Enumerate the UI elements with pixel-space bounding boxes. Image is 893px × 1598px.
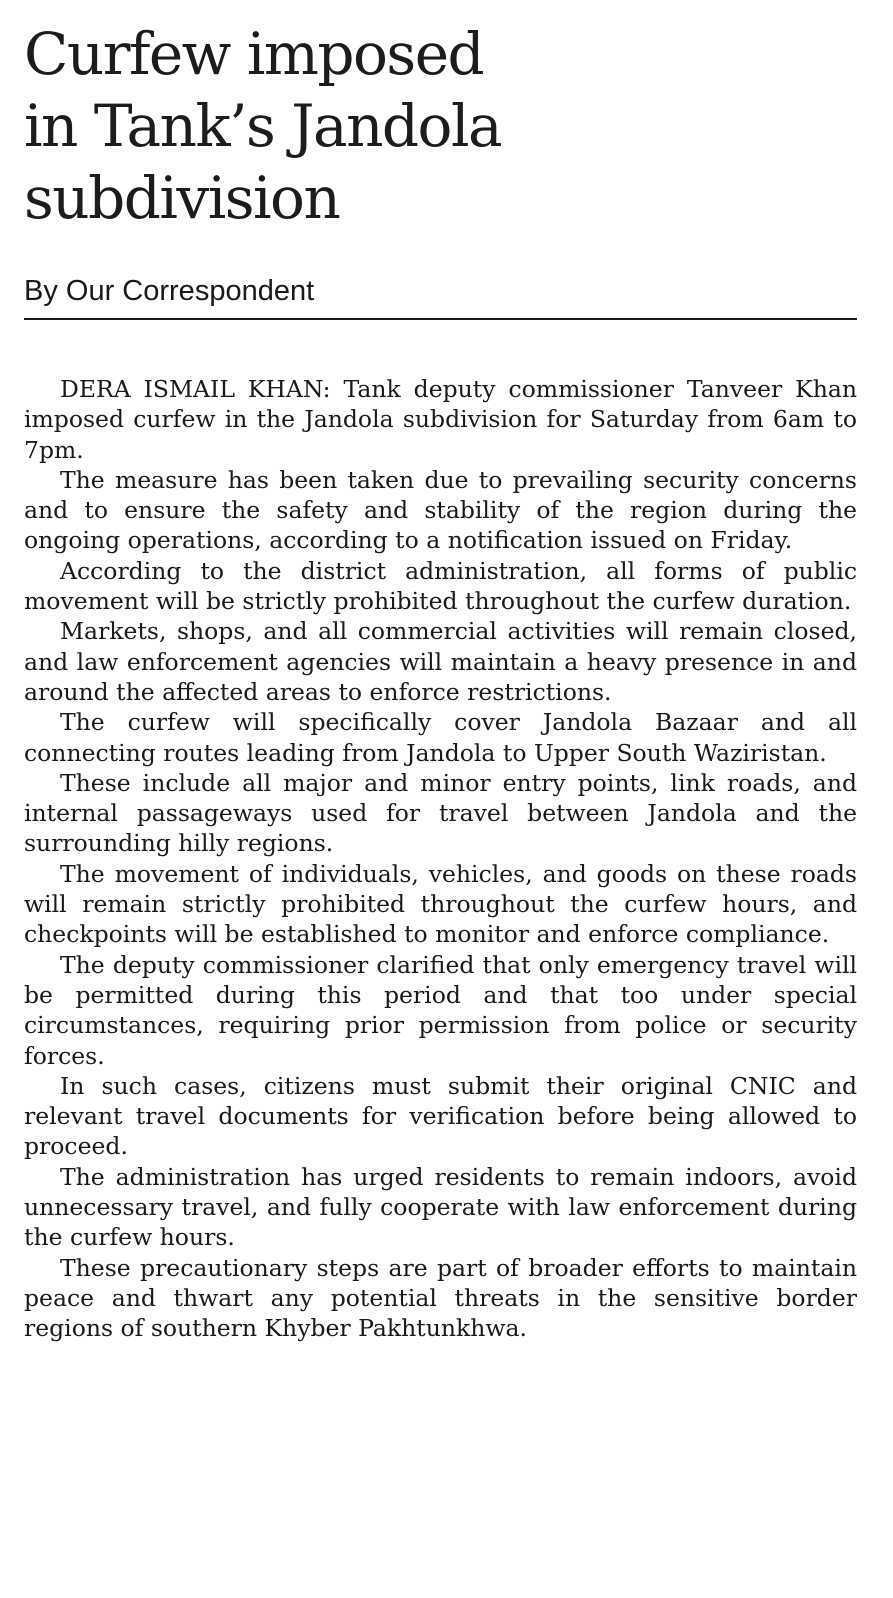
article-paragraph: The administration has urged residents to remain indoors, avoid unnecessary travel, and fully cooperate with law enforcement during the curfew hours. <box>24 1162 857 1252</box>
article-paragraph: Markets, shops, and all commercial activities will remain closed, and law enforcement agencies will maintain a heavy presence in and around the affected areas to enforce restrictions. <box>24 617 857 706</box>
headline-line: subdivision <box>24 164 340 232</box>
headline-line: in Tank’s Jandola <box>24 92 502 160</box>
article-paragraph: According to the district administration, all forms of public movement will be strictly prohibited throughout the curfew duration. <box>24 556 857 616</box>
article-paragraph: DERA ISMAIL KHAN: Tank deputy commissioner Tanveer Khan imposed curfew in the Jandola subdivision for Saturday from 6am to 7pm. <box>24 375 857 464</box>
headline <box>24 18 857 234</box>
article-body <box>24 374 857 1344</box>
article-paragraph: The movement of individuals, vehicles, and goods on these roads will remain strictly prohibited throughout the curfew hours, and checkpoints will be established to monitor and enforce compliance. <box>24 859 857 949</box>
article-paragraph: These include all major and minor entry points, link roads, and internal passageways used for travel between Jandola and the surrounding hilly regions. <box>24 768 857 858</box>
news-article <box>24 18 857 1344</box>
byline: By Our Correspondent <box>24 274 857 320</box>
article-paragraph: These precautionary steps are part of broader efforts to maintain peace and thwart any potential threats in the sensitive border regions of southern Khyber Pakhtunkhwa. <box>24 1253 857 1343</box>
article-paragraph: In such cases, citizens must submit their original CNIC and relevant travel documents for verification before being allowed to proceed. <box>24 1071 857 1161</box>
article-paragraph: The deputy commissioner clarified that only emergency travel will be permitted during this period and that too under special circumstances, requiring prior permission from police or security forces. <box>24 950 857 1070</box>
article-paragraph: The curfew will specifically cover Jandola Bazaar and all connecting routes leading from Jandola to Upper South Waziristan. <box>24 708 857 767</box>
headline-line: Curfew imposed <box>24 20 484 88</box>
article-paragraph: The measure has been taken due to prevailing security concerns and to ensure the safety and stability of the region during the ongoing operations, according to a notification issued on Friday. <box>24 465 857 555</box>
